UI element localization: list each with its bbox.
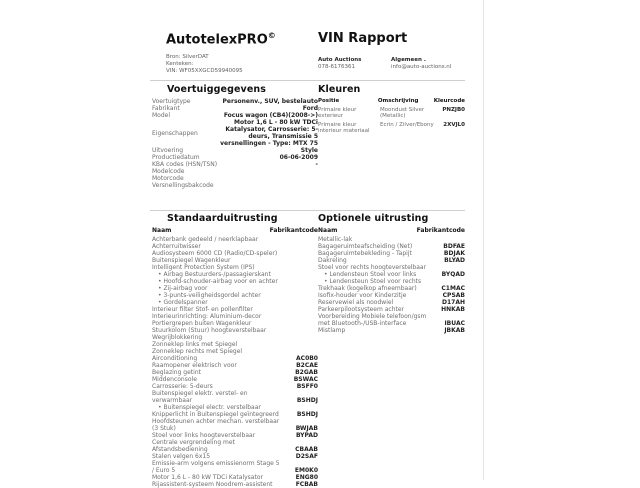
- section-title-optional: Optionele uitrusting: [318, 213, 429, 224]
- equipment-name: Bagageruimteafscheiding (Net): [318, 243, 413, 250]
- equipment-name: Airconditioning: [152, 355, 198, 362]
- vin-line: VIN: WF05XXGCD59940095: [166, 68, 243, 74]
- contact-auction: [318, 57, 361, 71]
- equipment-name: • Hoofd-schouder-airbag voor en achter: [152, 278, 278, 285]
- vehicle-row-value: Personenv., SUV, bestelauto: [222, 98, 318, 105]
- color-positie: Primaire kleur exterieur: [318, 106, 357, 119]
- equipment-name: Hoofdsteunen achter mechan. verstelbaar (3 Stuk): [152, 418, 280, 432]
- color-row: [318, 122, 465, 135]
- equipment-row: [318, 285, 465, 292]
- page-title: VIN Rapport: [318, 31, 408, 46]
- equipment-name: Wegrijblokkering: [152, 334, 203, 341]
- equipment-row: [318, 278, 465, 285]
- equipment-row: [152, 418, 318, 432]
- equipment-row: [152, 348, 318, 355]
- contact-auction-name: Auto Auctions: [318, 57, 362, 63]
- page-edge-divider: [483, 0, 484, 480]
- equipment-name: • Zij-airbag voor: [152, 285, 207, 292]
- vehicle-row-value: -: [315, 161, 318, 168]
- equipment-name: Achterruitwisser: [152, 243, 201, 250]
- equipment-code: BDFAE: [443, 243, 465, 250]
- contact-general-email: info@auto-auctions.nl: [391, 64, 452, 70]
- vehicle-row: [152, 147, 318, 154]
- equipment-name: Stoel voor rechts hoogteverstelbaar: [318, 264, 427, 271]
- section-title-standard: Standaarduitrusting: [167, 213, 278, 224]
- equipment-row: [152, 369, 318, 376]
- optional-table-header: [318, 227, 465, 234]
- color-omschrijving: Ecrin / Zilver/Ebony: [380, 121, 434, 128]
- vehicle-row: [152, 175, 318, 182]
- app-logo-text: AutotelexPRO: [166, 32, 268, 48]
- equipment-row: [152, 474, 318, 481]
- vehicle-row-label: Versnellingsbakcode: [152, 182, 214, 189]
- equipment-code: CPSAB: [442, 292, 465, 299]
- equipment-row: [318, 306, 465, 313]
- equipment-name: Buitenspiegel Wagenkleur: [152, 257, 231, 264]
- equipment-name: Isofix-houder voor Kinderzitje: [318, 292, 407, 299]
- equipment-name: Beglazing getint: [152, 369, 201, 376]
- equipment-name: Stuurkolom (Stuur) hoogteverstelbaar: [152, 327, 267, 334]
- app-logo: [166, 31, 276, 47]
- col-header-positie: Positie: [318, 98, 340, 104]
- vehicle-row: [152, 105, 318, 112]
- equipment-row: [152, 327, 318, 334]
- equipment-name: Emissie-arm volgens emissienorm Stage 5 / Euro 5: [152, 460, 280, 474]
- equipment-row: [318, 257, 465, 264]
- equipment-name: Intelligent Protection System (IPS): [152, 264, 255, 271]
- section-standard-equipment: [152, 215, 318, 488]
- equipment-code: C1MAC: [441, 285, 465, 292]
- equipment-row: [152, 341, 318, 348]
- vehicle-row: [152, 98, 318, 105]
- equipment-name: Zonneklep rechts met Spiegel: [152, 348, 243, 355]
- contact-general: [391, 57, 451, 71]
- equipment-code: D2SAF: [295, 453, 318, 460]
- equipment-name: Motor 1,6 L - 80 kW TDCi Katalysator: [152, 474, 263, 481]
- equipment-name: Stalen velgen 6x15: [152, 453, 211, 460]
- equipment-row: [152, 432, 318, 439]
- color-row: [318, 107, 465, 120]
- vehicle-row-label: Fabrikant: [152, 105, 180, 112]
- equipment-row: [152, 257, 318, 264]
- equipment-name: Trekhaak (kogelkop afneembaar): [318, 285, 417, 292]
- vehicle-row-label: Productiedatum: [152, 154, 200, 161]
- equipment-code: BYQAD: [441, 271, 465, 278]
- vehicle-row-label: Eigenschappen: [152, 129, 198, 137]
- equipment-row: [318, 299, 465, 306]
- equipment-code: B2CAE: [296, 362, 318, 369]
- equipment-name: Parkeerpilootsysteem achter: [318, 306, 405, 313]
- equipment-code: EM0K0: [294, 467, 318, 474]
- standard-table-header: [152, 227, 318, 234]
- colors-rows: [318, 107, 465, 135]
- equipment-name: • Gordelspanner: [152, 299, 208, 306]
- equipment-name: Voorbereiding Mobiele telefoon/gsm met Bluetooth-/USB-interface: [318, 313, 427, 327]
- equipment-code: D17AH: [442, 299, 465, 306]
- equipment-row: [152, 481, 318, 488]
- equipment-name: • Buitenspiegel electr. verstelbaar: [152, 404, 261, 411]
- equipment-name: Mistlamp: [318, 327, 346, 334]
- equipment-name: Interieur filter Stof- en pollenfilter: [152, 306, 253, 313]
- equipment-name: Dakreling: [318, 257, 347, 264]
- vehicle-row: [152, 112, 318, 119]
- vehicle-row-value: Focus wagon (CB4)(2008->): [223, 112, 318, 119]
- vehicle-row-label: KBA codes (HSN/TSN): [152, 161, 218, 168]
- license-plate-line: Kenteken:: [166, 61, 194, 67]
- equipment-code: BSFF0: [296, 383, 318, 390]
- equipment-code: BSHDJ: [296, 397, 318, 404]
- col-header-fabrikantcode: Fabrikantcode: [269, 227, 318, 234]
- vehicle-row: [152, 161, 318, 168]
- section-colors: [318, 86, 465, 137]
- equipment-name: Raamopener elektrisch voor: [152, 362, 237, 369]
- equipment-row: [152, 460, 318, 474]
- equipment-row: [152, 355, 318, 362]
- equipment-row: [152, 236, 318, 243]
- equipment-row: [318, 313, 465, 327]
- equipment-name: Audiosysteem 6000 CD (Radio/CD-speler): [152, 250, 278, 257]
- equipment-name: Metallic-lak: [318, 236, 353, 243]
- section-divider: [150, 210, 465, 211]
- equipment-code: BSHDJ: [296, 411, 318, 418]
- equipment-row: [152, 271, 318, 278]
- section-title-colors: Kleuren: [318, 84, 361, 95]
- equipment-name: • 3-punts-veiligheidsgordel achter: [152, 292, 261, 299]
- equipment-row: [318, 243, 465, 250]
- equipment-code: JBKAB: [444, 327, 465, 334]
- section-title-vehicle: Voertuiggegevens: [167, 84, 266, 95]
- optional-rows: [318, 236, 465, 334]
- equipment-code: FCBAB: [295, 481, 318, 488]
- color-kleurcode: 2XVJL0: [443, 121, 465, 128]
- equipment-name: Portiergrepen buiten Wagenkleur: [152, 320, 252, 327]
- vehicle-row-value: Motor 1,6 L - 80 kW TDCi Katalysator, Carrosserie: 5-deurs, Transmissie 5 versnellingen - Type: MTX 75: [220, 119, 318, 147]
- equipment-row: [152, 250, 318, 257]
- equipment-row: [152, 390, 318, 404]
- equipment-row: [152, 278, 318, 285]
- equipment-code: IBUAC: [444, 320, 465, 327]
- vehicle-row: [152, 168, 318, 175]
- vehicle-meta-block: [166, 54, 243, 75]
- vehicle-rows: [152, 98, 318, 189]
- vehicle-row-label: Modelcode: [152, 168, 185, 175]
- equipment-name: Stoel voor links hoogteverstelbaar: [152, 432, 256, 439]
- equipment-row: [152, 376, 318, 383]
- equipment-code: BDJAK: [443, 250, 465, 257]
- col-header-fabrikantcode: Fabrikantcode: [416, 227, 465, 234]
- source-line: Bron: SilverDAT: [166, 54, 209, 60]
- equipment-row: [318, 236, 465, 243]
- equipment-row: [152, 439, 318, 453]
- color-omschrijving: Moondust Silver (Metallic): [380, 106, 425, 119]
- equipment-row: [152, 299, 318, 306]
- equipment-row: [318, 327, 465, 334]
- equipment-name: Rijassistent-systeem Noodrem-assistent: [152, 481, 273, 488]
- equipment-code: HNKAB: [441, 306, 465, 313]
- equipment-name: Knipperlicht in Buitenspiegel geïntegreerd: [152, 411, 279, 418]
- vehicle-row-label: Voertuigtype: [152, 98, 191, 105]
- equipment-row: [318, 292, 465, 299]
- color-positie: Primaire kleur interieur materiaal: [318, 121, 370, 134]
- vehicle-row-label: Model: [152, 112, 171, 119]
- equipment-name: Zonneklep links met Spiegel: [152, 341, 238, 348]
- equipment-name: Bagageruimtebekleding - Tapijt: [318, 250, 412, 257]
- equipment-row: [152, 285, 318, 292]
- equipment-code: ENG80: [295, 474, 318, 481]
- equipment-code: CBAAB: [295, 446, 318, 453]
- equipment-code: AC0B0: [296, 355, 318, 362]
- vehicle-row: [152, 154, 318, 161]
- section-optional-equipment: [318, 215, 465, 334]
- colors-table: [318, 98, 465, 135]
- equipment-name: Buitenspiegel elektr. verstel- en verwarmbaar: [152, 390, 248, 404]
- equipment-row: [152, 362, 318, 369]
- equipment-name: Interieurinrichting: Aluminium-decor: [152, 313, 262, 320]
- equipment-row: [152, 292, 318, 299]
- section-vehicle-data: [152, 86, 318, 189]
- equipment-row: [152, 404, 318, 411]
- equipment-row: [152, 411, 318, 418]
- vehicle-row: [152, 182, 318, 189]
- equipment-row: [152, 320, 318, 327]
- equipment-code: BSWAC: [293, 376, 318, 383]
- color-kleurcode: PNZJB0: [442, 106, 465, 113]
- equipment-row: [318, 264, 465, 271]
- col-header-kleurcode: Kleurcode: [433, 98, 465, 104]
- equipment-code: BLYAD: [444, 257, 465, 264]
- equipment-row: [318, 250, 465, 257]
- equipment-name: • Lendensteun Stoel voor links: [318, 271, 416, 278]
- vehicle-row-label: Uitvoering: [152, 147, 184, 154]
- equipment-row: [152, 313, 318, 320]
- col-header-naam: Naam: [152, 227, 172, 234]
- equipment-row: [152, 264, 318, 271]
- equipment-name: Reservewiel als noodwiel: [318, 299, 394, 306]
- equipment-row: [152, 334, 318, 341]
- col-header-naam: Naam: [318, 227, 338, 234]
- equipment-name: Middenconsole: [152, 376, 197, 383]
- vehicle-row-value: Ford: [302, 105, 318, 112]
- equipment-code: BWJAB: [295, 425, 318, 432]
- equipment-name: • Lendensteun Stoel voor rechts: [318, 278, 421, 285]
- standard-rows: [152, 236, 318, 488]
- equipment-name: • Airbag Bestuurders-/passagierskant: [152, 271, 271, 278]
- copyright-symbol: ©: [267, 31, 276, 40]
- vehicle-row-value: Style: [300, 147, 318, 154]
- equipment-name: Carrosserie: 5-deurs: [152, 383, 213, 390]
- equipment-code: B2GAB: [295, 369, 318, 376]
- col-header-omschrijving: Omschrijving: [377, 98, 419, 104]
- vehicle-row-value: 06-06-2009: [279, 154, 318, 161]
- contact-auction-phone: 078-6176361: [318, 64, 355, 70]
- contact-general-name: Algemeen .: [391, 57, 426, 63]
- vehicle-row: [152, 119, 318, 147]
- equipment-row: [152, 306, 318, 313]
- header-divider: [150, 80, 465, 81]
- equipment-row: [152, 453, 318, 460]
- colors-table-header: [318, 98, 465, 105]
- equipment-row: [318, 271, 465, 278]
- equipment-row: [152, 243, 318, 250]
- equipment-row: [152, 383, 318, 390]
- equipment-name: Centrale vergrendeling met Afstandsbediening: [152, 439, 235, 453]
- equipment-name: Achterbank gedeeld / neerklapbaar: [152, 236, 259, 243]
- equipment-code: BYPAD: [295, 432, 318, 439]
- vehicle-row-label: Motorcode: [152, 175, 184, 182]
